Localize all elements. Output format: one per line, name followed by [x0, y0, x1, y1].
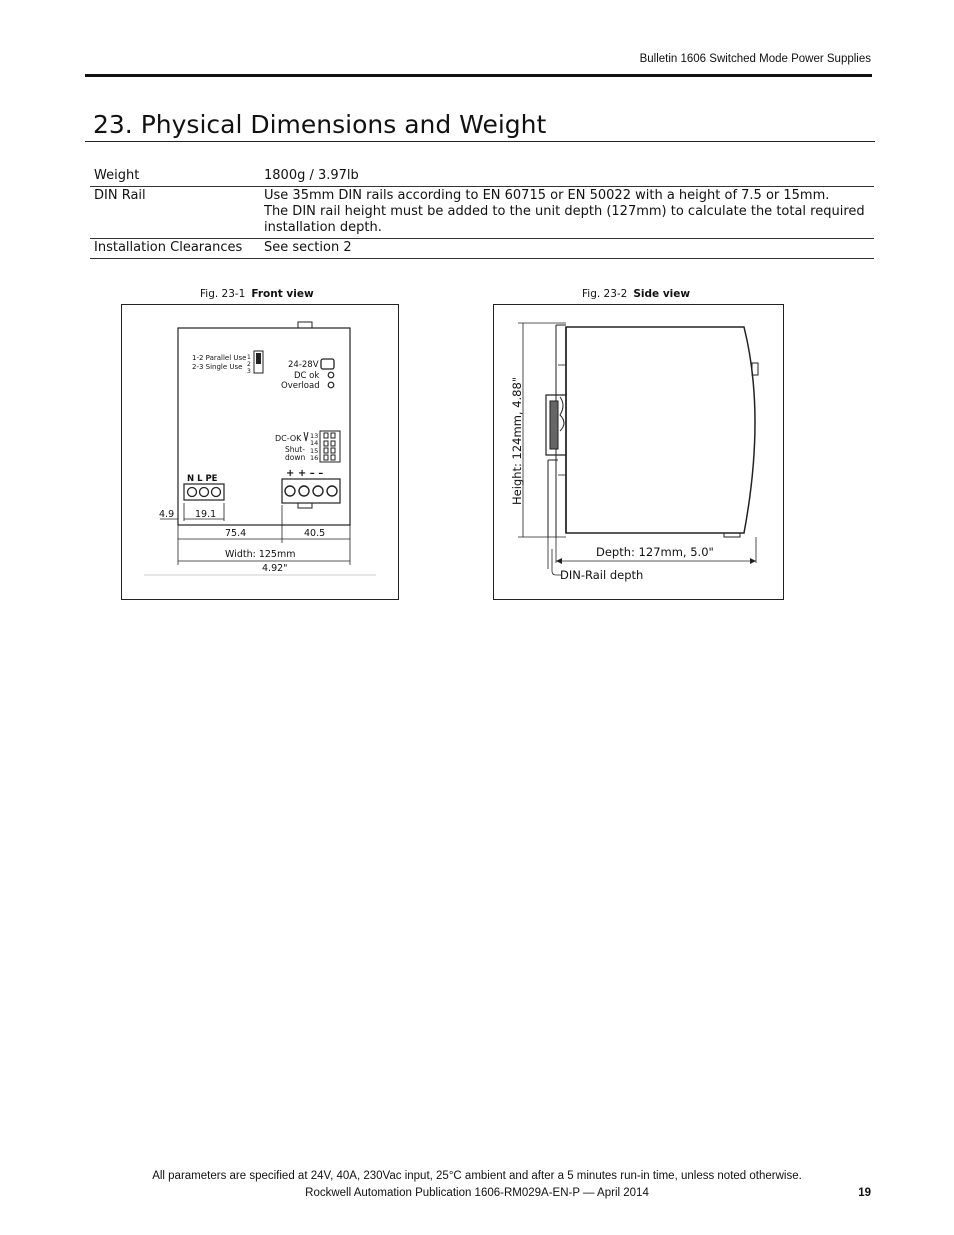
pin-15: 15: [310, 447, 319, 455]
width-mm: Width: 125mm: [225, 549, 296, 560]
input-terminal-block-icon: [184, 484, 224, 500]
dc-ok-label: DC ok: [294, 371, 320, 381]
jumper-single-label: 2-3 Single Use: [192, 363, 243, 371]
spec-key-weight: Weight: [90, 167, 260, 187]
table-row: [90, 187, 874, 239]
din-rail-profile-icon: [550, 401, 558, 449]
dim-40-5: 40.5: [304, 528, 326, 539]
fig1-number: Fig. 23-1: [200, 288, 246, 300]
jumper-shunt: [256, 353, 261, 364]
height-label: Height: 124mm, 4.88": [510, 376, 524, 505]
shutdown-label-1: Shut-: [285, 445, 305, 454]
voltage-label: 24-28V: [288, 360, 319, 370]
section-title: 23. Physical Dimensions and Weight: [93, 110, 547, 139]
fig1-caption: [200, 288, 314, 300]
pin-16: 16: [310, 454, 319, 462]
spec-key-clearances: Installation Clearances: [90, 239, 260, 259]
jumper-pin-3: 3: [247, 368, 251, 375]
relay-contact-icon: [304, 432, 308, 441]
shutdown-label-2: down: [285, 453, 306, 462]
dc-ok-led-icon: [328, 372, 334, 378]
jumper-parallel-label: 1-2 Parallel Use: [192, 354, 247, 362]
table-row: [90, 167, 874, 187]
table-row: [90, 239, 874, 259]
din-rail-depth-label: DIN-Rail depth: [560, 568, 644, 582]
din-rail-line: Use 35mm DIN rails according to EN 60715 or EN 50022 with a height of 7.5 or 15mm.: [264, 188, 830, 203]
overload-led-icon: [328, 382, 334, 388]
pin-14: 14: [310, 439, 319, 447]
running-header: Bulletin 1606 Switched Mode Power Supplies: [639, 53, 871, 65]
dcok-relay-label: DC-OK: [275, 434, 302, 443]
fig2-caption: [582, 288, 690, 300]
spec-value-din-rail: [260, 187, 874, 239]
title-rule: [85, 141, 875, 142]
front-view-drawing: [122, 305, 398, 599]
top-tab: [298, 322, 312, 328]
dim-75-4: 75.4: [225, 528, 247, 539]
fig2-title: Side view: [633, 288, 691, 300]
depth-label: Depth: 127mm, 5.0": [596, 545, 714, 559]
overload-label: Overload: [281, 381, 320, 391]
jumper-pin-2: 2: [247, 361, 251, 368]
jumper-pin-1: 1: [247, 354, 251, 361]
header-rule: [85, 74, 872, 77]
spec-value-clearances: See section 2: [260, 239, 874, 259]
pin-13: 13: [310, 432, 319, 440]
footer-publication: Rockwell Automation Publication 1606-RM029A-EN-P — April 2014: [305, 1187, 649, 1199]
unit-side-body: [566, 327, 755, 533]
dim-4-9: 4.9: [159, 509, 175, 520]
spec-key-din-rail: DIN Rail: [90, 187, 260, 239]
page-number: 19: [858, 1187, 871, 1199]
din-rail-line: installation depth.: [264, 220, 382, 235]
fig1-title: Front view: [251, 288, 314, 300]
side-view-drawing: [494, 305, 783, 599]
footer-note: All parameters are specified at 24V, 40A, 230Vac input, 25°C ambient and after a 5 minutes run-in time, unless noted otherwise.: [152, 1170, 802, 1182]
specs-table: [90, 167, 874, 259]
dim-19-1: 19.1: [195, 509, 217, 520]
fig2-number: Fig. 23-2: [582, 288, 628, 300]
front-view-figure: [121, 304, 399, 600]
output-terminal-labels: + + – –: [286, 468, 324, 479]
spec-value-weight: 1800g / 3.97lb: [260, 167, 874, 187]
input-terminal-labels: N L PE: [187, 474, 218, 484]
signal-connector-icon: [320, 431, 340, 462]
din-rail-line: The DIN rail height must be added to the unit depth (127mm) to calculate the total required: [264, 204, 865, 219]
output-terminal-block-icon: [282, 479, 340, 503]
width-in: 4.92": [262, 563, 288, 574]
side-view-figure: [493, 304, 784, 600]
potentiometer-icon: [321, 359, 334, 369]
